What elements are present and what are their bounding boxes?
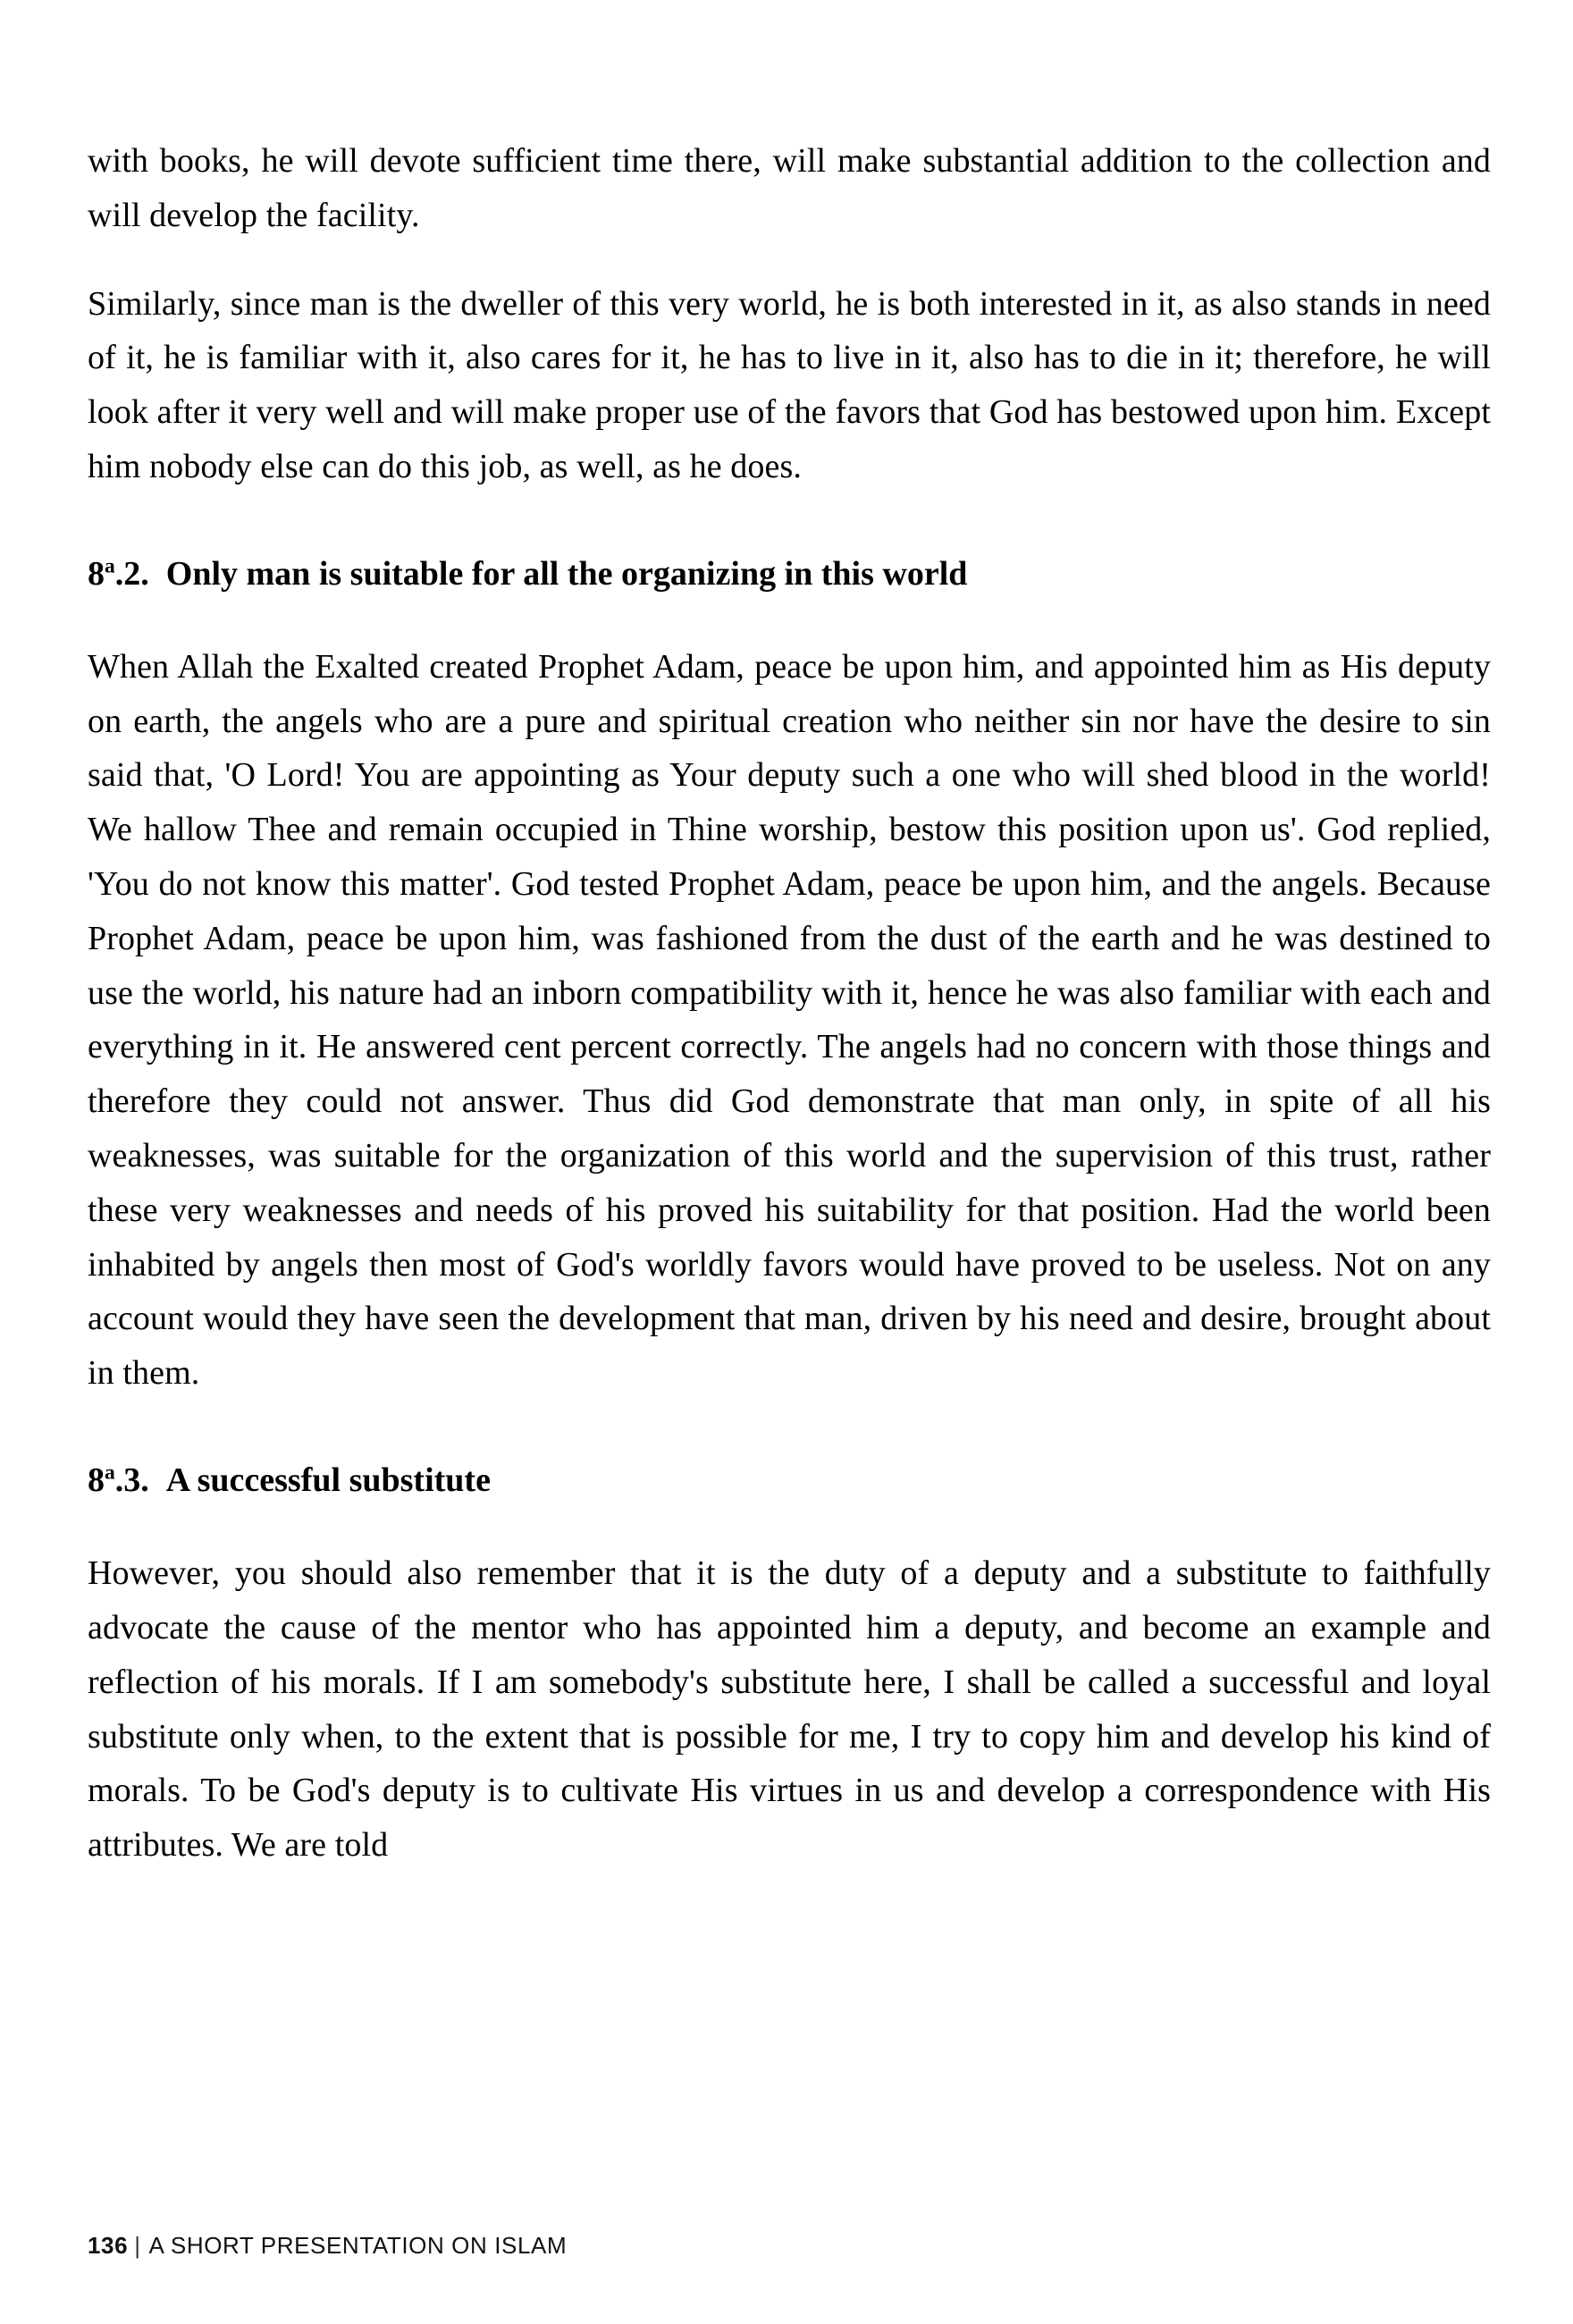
heading-number-tail: .2. — [114, 554, 149, 593]
heading-number-superscript: a — [105, 554, 115, 578]
paragraph-1: with books, he will devote sufficient time there, will make substantial addition to the collection and will develop the facility. — [88, 142, 1491, 234]
heading-text: Only man is suitable for all the organizing in this world — [165, 554, 968, 593]
paragraph-4: However, you should also remember that it is the duty of a deputy and a substitute to faithfully advocate the cause of the mentor who has appointed him a deputy, and become an example and reflection of his morals. If I am somebody's substitute here, I shall be called a successful and loyal substitute only when, to the extent that is possible for me, I try to copy him and develop his kind of morals. To be God's deputy is to cultivate His virtues in us and develop a correspondence with His attributes. We are told — [88, 1554, 1491, 1865]
heading-number-base: 8 — [88, 1461, 105, 1500]
paragraph-3: When Allah the Exalted created Prophet Adam, peace be upon him, and appointed him as His deputy on earth, the angels who are a pure and spiritual creation who neither sin nor have the desire to sin said that, 'O Lord! You are appointing as Your deputy such a one who will shed blood in the world! We hallow Thee and remain occupied in Thine worship, bestow this position upon us'. God replied, 'You do not know this matter'. God tested Prophet Adam, peace be upon him, and the angels. Because Prophet Adam, peace be upon him, was fashioned from the dust of the earth and he was destined to use the world, his nature had an inborn compatibility with it, hence he was also familiar with each and everything in it. He answered cent percent correctly. The angels had no concern with those things and therefore they could not answer. Thus did God demonstrate that man only, in spite of all his weaknesses, was suitable for the organization of this world and the supervision of this trust, rather these very weaknesses and needs of his proved his suitability for that position. Had the world been inhabited by angels then most of God's worldly favors would have proved to be useless. Not on any account would they have seen the development that man, driven by his need and desire, brought about in them. — [88, 647, 1491, 1393]
paragraph-2: Similarly, since man is the dweller of this very world, he is both interested in it, as also stands in need of it, he is familiar with it, also cares for it, he has to live in it, also has to die in it; therefore, he will look after it very well and will make proper use of the favors that God has bestowed upon him. Except him nobody else can do this job, as well, as he does. — [88, 284, 1491, 485]
footer-book-title: A SHORT PRESENTATION ON ISLAM — [148, 2232, 568, 2259]
page-content — [88, 134, 1491, 1873]
heading-number-tail: .3. — [114, 1461, 149, 1500]
heading-number-superscript: a — [105, 1461, 115, 1485]
heading-number-base: 8 — [88, 554, 105, 593]
section-heading-8a2 — [88, 550, 1491, 599]
heading-text: A successful substitute — [165, 1461, 491, 1500]
footer-page-number: 136 — [88, 2232, 129, 2259]
page-footer — [88, 2232, 567, 2260]
footer-separator: | — [134, 2232, 141, 2259]
section-heading-8a3 — [88, 1456, 1491, 1505]
